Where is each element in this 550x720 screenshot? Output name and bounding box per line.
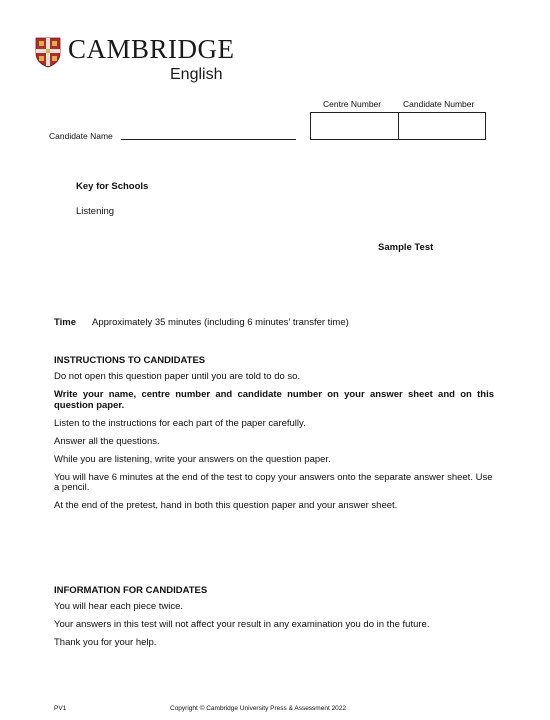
- centre-number-label: Centre Number: [323, 99, 382, 109]
- footer-code: PV1: [54, 705, 67, 712]
- time-text: Approximately 35 minutes (including 6 minutes’ transfer time): [92, 317, 349, 328]
- instruction-item: Do not open this question paper until you are told to do so.: [54, 371, 301, 382]
- instruction-item: At the end of the pretest, hand in both this question paper and your answer sheet.: [54, 500, 398, 512]
- paper-name: Listening: [76, 206, 115, 217]
- box-divider: [398, 113, 399, 139]
- instruction-item: You will have 6 minutes at the end of the test to copy your answers onto the separate answer sheet. Use a pencil.: [54, 471, 493, 494]
- instruction-item: Listen to the instructions for each part of the paper carefully.: [54, 417, 306, 429]
- exam-name: Key for Schools: [76, 181, 149, 192]
- instructions-section: [54, 355, 494, 519]
- number-entry-boxes: [310, 112, 486, 140]
- information-item: Your answers in this test will not affect your result in any examination you do in the future.: [54, 618, 430, 630]
- instruction-item: Answer all the questions.: [54, 435, 160, 447]
- time-label: Time: [54, 317, 77, 328]
- instruction-item: Write your name, centre number and candidate number on your answer sheet and on this question paper.: [54, 388, 494, 411]
- instruction-item: While you are listening, write your answers on the question paper.: [54, 453, 331, 465]
- candidate-name-label: Candidate Name: [49, 131, 113, 141]
- candidate-name-line: [121, 139, 296, 140]
- information-item: You will hear each piece twice.: [54, 601, 184, 612]
- test-type: Sample Test: [378, 242, 434, 253]
- instructions-heading: INSTRUCTIONS TO CANDIDATES: [54, 355, 206, 366]
- candidate-number-label: Candidate Number: [403, 99, 475, 109]
- information-section: [54, 585, 494, 656]
- information-item: Thank you for your help.: [54, 636, 157, 648]
- cambridge-shield-logo: [35, 37, 61, 68]
- brand-subtitle: English: [170, 66, 223, 83]
- brand-title: CAMBRIDGE: [68, 34, 235, 64]
- footer-copyright: Copyright © Cambridge University Press & Assessment 2022: [170, 705, 347, 712]
- information-heading: INFORMATION FOR CANDIDATES: [54, 585, 208, 596]
